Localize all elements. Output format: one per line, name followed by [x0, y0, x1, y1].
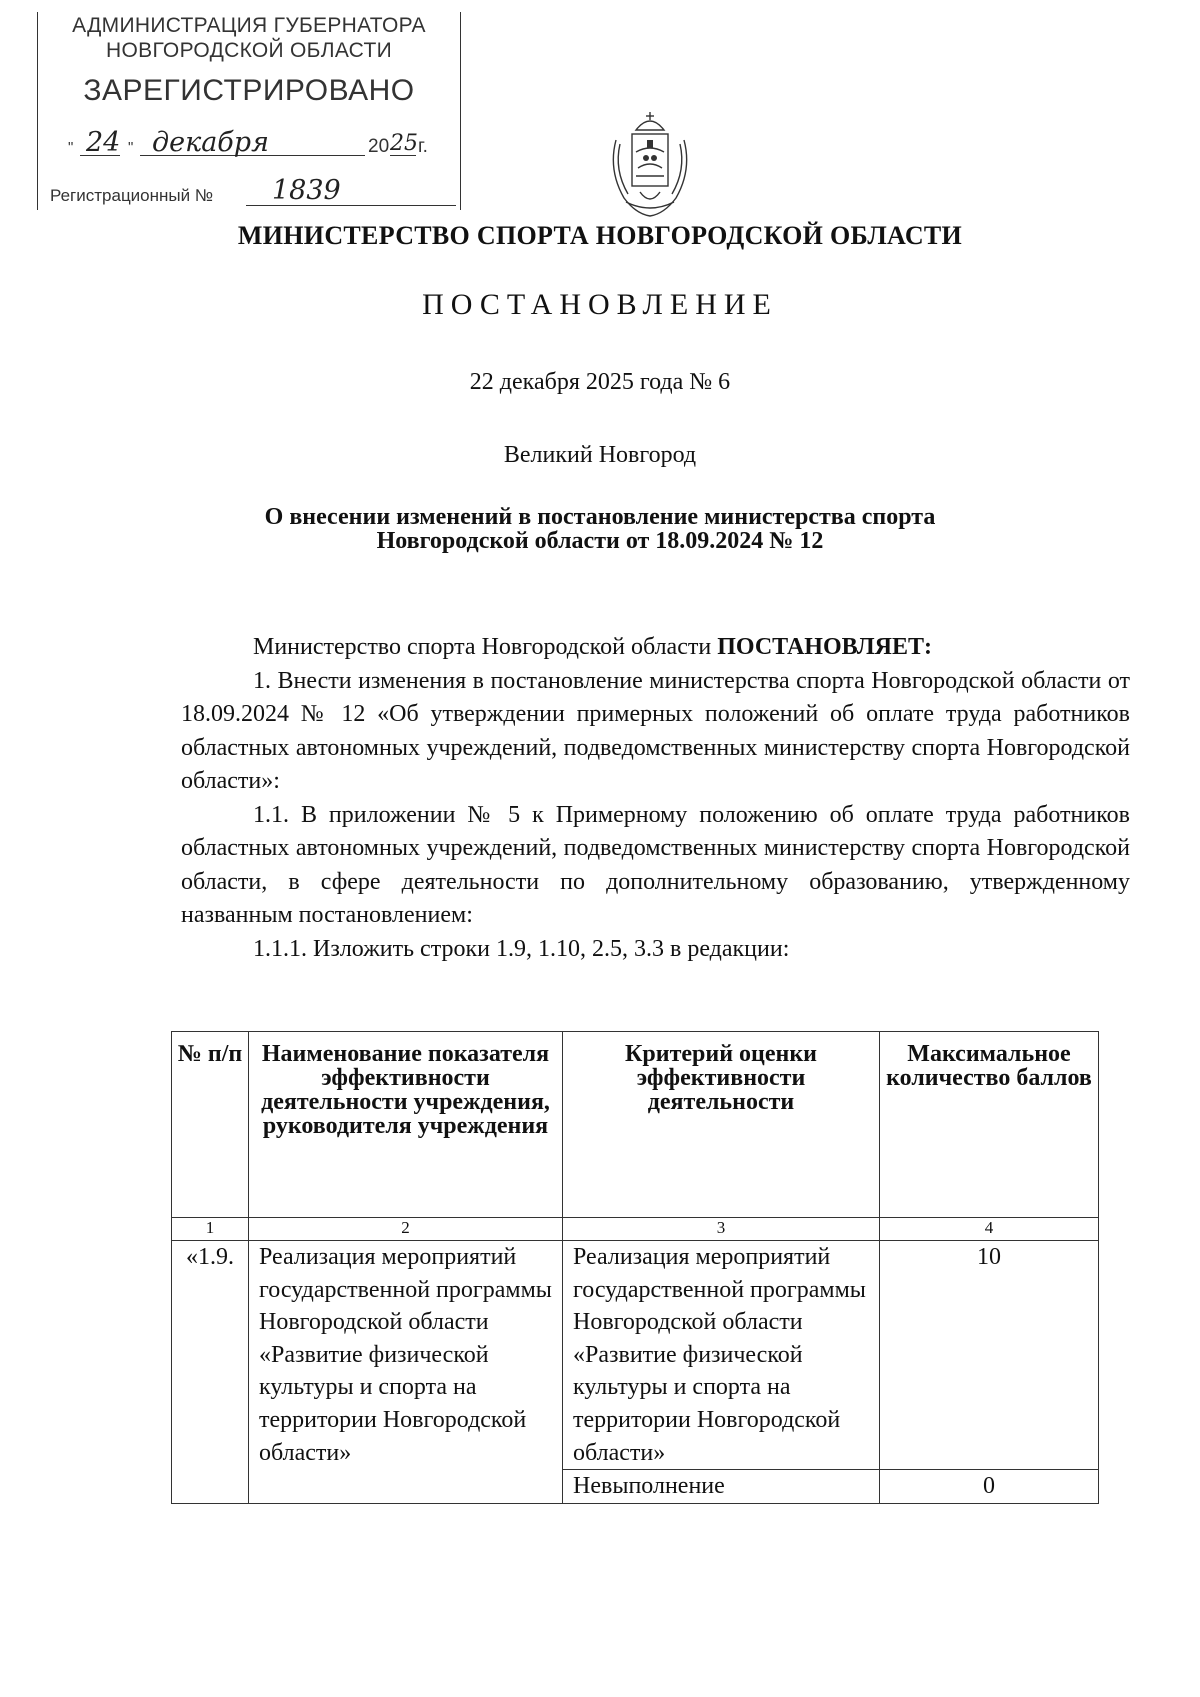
- stamp-year-mark: г.: [418, 136, 428, 157]
- document-date-number: 22 декабря 2025 года № 6: [469, 369, 731, 395]
- stamp-reg-label: Регистрационный №: [50, 186, 214, 205]
- row-criterion: Невыполнение: [563, 1470, 880, 1504]
- row-number: «1.9.: [172, 1241, 249, 1504]
- coat-of-arms-icon: [606, 110, 694, 218]
- header-indicator: Наименование показателя эффективности деятельности учреждения, руководителя учреждения: [249, 1032, 563, 1218]
- stamp-year-suffix: 25: [390, 131, 418, 156]
- subject-line-1: О внесении изменений в постановление министерства спорта: [264, 504, 936, 530]
- row-criterion: Реализация мероприятий государственной программы Новгородской области «Развитие физической культуры и спорта на территории Новгородской области»: [563, 1241, 880, 1470]
- table-column-numbers-row: [172, 1218, 1099, 1241]
- column-number: 1: [172, 1218, 249, 1241]
- row-indicator: Реализация мероприятий государственной программы Новгородской области «Развитие физической культуры и спорта на территории Новгородской области»: [249, 1241, 563, 1504]
- item-1: 1. Внести изменения в постановление министерства спорта Новгородской области от 18.09.2024 № 12 «Об утверждении примерных положений об оплате труда работников областных автономных учреждений, подведомственных министерству спорта Новгородской области»:: [181, 667, 1130, 794]
- item-1-1: 1.1. В приложении № 5 к Примерному положению об оплате труда работников областных автономных учреждений, подведомственных министерству спорта Новгородской области, в сфере деятельности по дополнительному образованию, утвержденному названным постановлением:: [181, 801, 1130, 928]
- item-1-1-1: 1.1.1. Изложить строки 1.9, 1.10, 2.5, 3.3 в редакции:: [253, 935, 790, 962]
- preamble-resolves: ПОСТАНОВЛЯЕТ:: [717, 634, 932, 660]
- row-points: 0: [880, 1470, 1099, 1504]
- stamp-registration-line: [50, 175, 456, 210]
- header-criterion: Критерий оценки эффективности деятельности: [563, 1032, 880, 1218]
- row-points: 10: [880, 1241, 1099, 1470]
- stamp-status: ЗАРЕГИСТРИРОВАНО: [83, 74, 415, 107]
- column-number: 3: [563, 1218, 880, 1241]
- subject-line-2: Новгородской области от 18.09.2024 № 12: [376, 528, 824, 554]
- preamble: Министерство спорта Новгородской области ПОСТАНОВЛЯЕТ:: [253, 634, 932, 660]
- document-type: ПОСТАНОВЛЕНИЕ: [422, 288, 778, 321]
- column-number: 2: [249, 1218, 563, 1241]
- stamp-date-line: " 24 " декабря 20 25 г.: [68, 127, 428, 158]
- table-header-row: [172, 1032, 1099, 1218]
- document-subject: [150, 505, 1050, 553]
- body-text: [181, 631, 1130, 966]
- registration-stamp: [37, 12, 461, 210]
- ministry-title: МИНИСТЕРСТВО СПОРТА НОВГОРОДСКОЙ ОБЛАСТИ: [237, 221, 963, 250]
- stamp-reg-number: 1839: [272, 175, 341, 206]
- stamp-year-prefix: 20: [368, 136, 390, 157]
- document-city: Великий Новгород: [503, 442, 697, 468]
- stamp-line-1: АДМИНИСТРАЦИЯ ГУБЕРНАТОРА: [72, 14, 426, 37]
- header-number: № п/п: [172, 1032, 249, 1218]
- header-max-points: Максимальное количество баллов: [880, 1032, 1099, 1218]
- column-number: 4: [880, 1218, 1099, 1241]
- stamp-day: 24: [86, 127, 121, 158]
- criteria-table: [171, 1031, 1099, 1504]
- stamp-line-2: НОВГОРОДСКОЙ ОБЛАСТИ: [106, 39, 392, 62]
- stamp-month: декабря: [152, 127, 269, 158]
- table-row: [172, 1241, 1099, 1470]
